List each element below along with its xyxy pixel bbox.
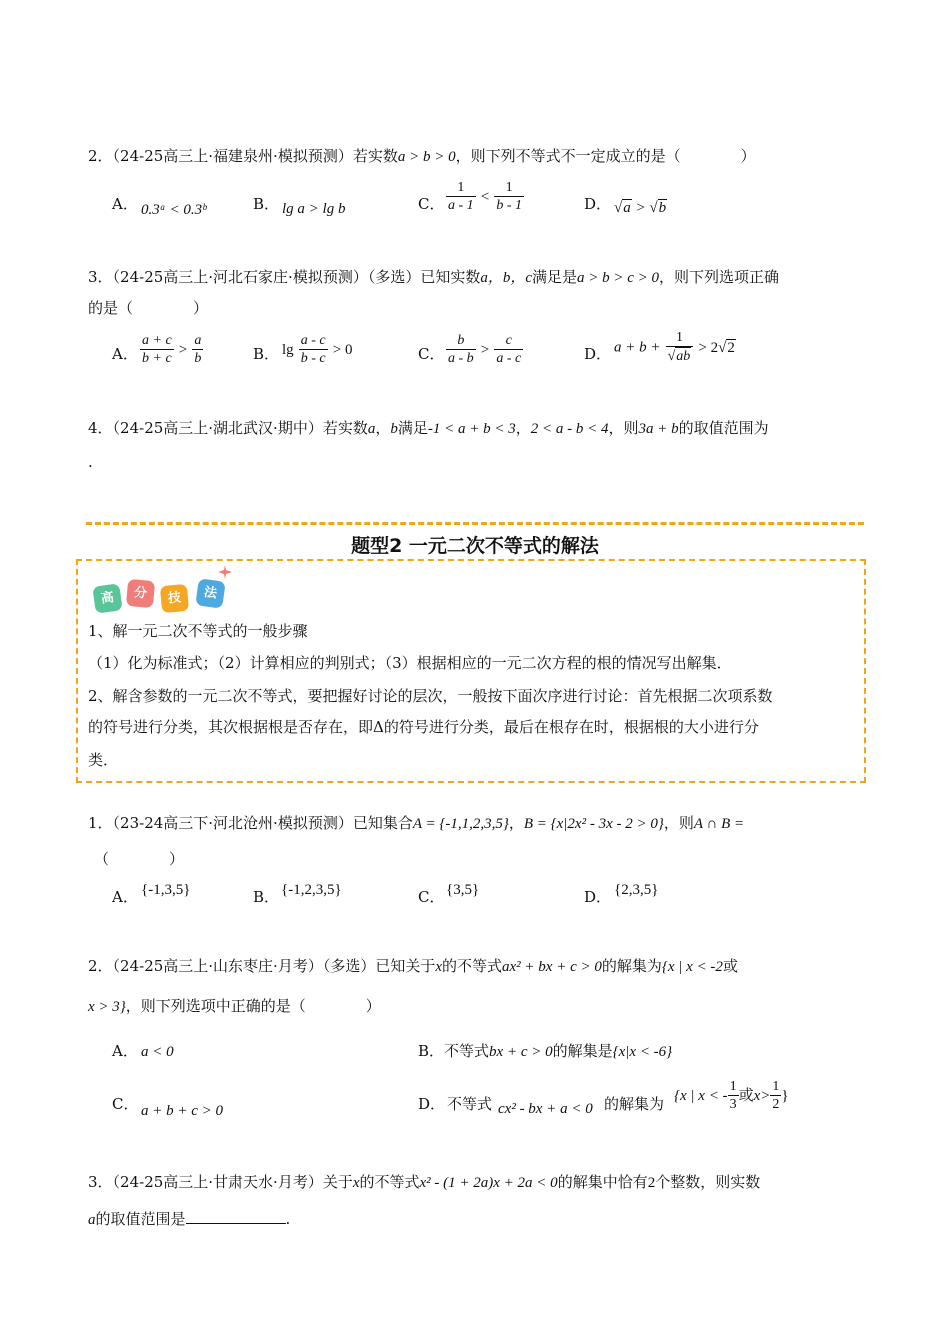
q3-option-c-label[interactable]: C． [418, 345, 445, 363]
q3-option-d-label[interactable]: D． [584, 345, 612, 363]
q2-option-b[interactable]: lg a > lg b [282, 201, 346, 217]
sparkle-icon [218, 564, 230, 576]
q2-option-d-label[interactable]: D． [584, 195, 612, 213]
p2q1-option-c[interactable]: {3,5} [446, 882, 480, 898]
section-top-divider [86, 522, 864, 525]
question-2-stem: 2．（24-25高三上·福建泉州·模拟预测）若实数a > b > 0，则下列不等式不一定成立的是（ ） [88, 147, 756, 165]
p2q2-option-a-label[interactable]: A． [112, 1042, 138, 1060]
p2q1-option-d-label[interactable]: D． [584, 888, 612, 906]
p2q2-option-d-label[interactable]: D． [418, 1095, 446, 1113]
q2-option-d[interactable]: √a > √b [614, 200, 667, 216]
question-3-stem: 3．（24-25高三上·河北石家庄·模拟预测）（多选）已知实数a，b，c满足是a > b > c > 0，则下列选项正确 [88, 268, 780, 286]
answer-blank[interactable] [186, 1209, 286, 1224]
p2q2-option-d-ineq: cx² - bx + a < 0 [498, 1101, 593, 1117]
p2-question-3-stem-line2: a的取值范围是 . [88, 1210, 291, 1228]
p2-question-1-stem: 1．（23-24高三下·河北沧州·模拟预测）已知集合A = {-1,1,2,3,5}，B = {x|2x² - 3x - 2 > 0}，则A ∩ B = [88, 814, 745, 832]
p2q2-option-d-mid: 的解集为 [604, 1095, 665, 1113]
q3-option-a[interactable]: $\frac{a + c}{b + c}$ > $\frac{a}{b}$ [142, 333, 202, 366]
p2q1-option-c-label[interactable]: C． [418, 888, 445, 906]
q3-option-b[interactable]: lg $\frac{a - c}{b - c}$ > 0 [282, 333, 353, 366]
q3-option-b-label[interactable]: B． [253, 345, 280, 363]
p2-question-2-stem-line2: x > 3}，则下列选项中正确的是（ ） [88, 997, 381, 1015]
p2q2-option-a[interactable]: a < 0 [141, 1044, 174, 1060]
question-4-end: . [88, 453, 93, 471]
p2q2-option-d-pre: 不等式 [447, 1095, 493, 1113]
p2q2-option-d-set[interactable]: {x | x < - $\frac{1}{3}$ 或x> $\frac{1}{2}$ } [674, 1079, 789, 1112]
badge-fen-icon: 分 [126, 579, 155, 608]
q3-option-d[interactable]: a + b + $\frac{1}{√ab}$ > 2√2 [614, 330, 735, 364]
badge-fa-icon: 法 [195, 578, 225, 608]
tip-line-2: （1）化为标准式；（2）计算相应的判别式；（3）根据相应的一元二次方程的根的情况写出解集． [88, 654, 732, 672]
p2q1-option-a[interactable]: {-1,3,5} [141, 882, 191, 898]
p2q1-option-b-label[interactable]: B． [253, 888, 280, 906]
question-3-stem-line2: 的是（ ） [88, 299, 209, 317]
tip-line-5: 类． [88, 751, 119, 769]
p2-question-2-stem: 2．（24-25高三上·山东枣庄·月考）（多选）已知关于x的不等式ax² + bx + c > 0的解集为{x | x < -2或 [88, 957, 738, 975]
badge-gao-icon: 高 [92, 583, 122, 613]
p2q1-option-b[interactable]: {-1,2,3,5} [281, 882, 342, 898]
q2-option-a[interactable]: 0.3ᵃ < 0.3ᵇ [141, 202, 207, 218]
q3-option-a-label[interactable]: A． [112, 345, 138, 363]
q2-option-b-label[interactable]: B． [253, 195, 280, 213]
tip-line-3: 2、解含参数的一元二次不等式，要把握好讨论的层次，一般按下面次序进行讨论：首先根据二次项系数 [88, 687, 773, 705]
tip-line-1: 1、解一元二次不等式的一般步骤 [88, 622, 308, 640]
p2-question-3-stem: 3．（24-25高三上·甘肃天水·月考）关于x的不等式x² - (1 + 2a)x + 2a < 0的解集中恰有2个整数，则实数 [88, 1173, 761, 1191]
p2q2-option-c-label[interactable]: C． [112, 1095, 139, 1113]
tip-line-4: 的符号进行分类，其次根据根是否存在，即Δ的符号进行分类，最后在根存在时，根据根的大小进行分 [88, 718, 759, 736]
q2-option-a-label[interactable]: A． [112, 195, 138, 213]
p2q1-option-d[interactable]: {2,3,5} [614, 882, 659, 898]
p2-question-1-paren: （ ） [94, 850, 185, 868]
p2q2-option-c[interactable]: a + b + c > 0 [141, 1103, 224, 1119]
p2q1-option-a-label[interactable]: A． [112, 888, 138, 906]
q3-option-c[interactable]: $\frac{b}{a - b}$ > $\frac{c}{a - c}$ [448, 333, 522, 366]
section-title: 题型2 一元二次不等式的解法 [351, 535, 599, 557]
q2-option-c[interactable]: $\frac{1}{a - 1}$ < $\frac{1}{b - 1}$ [448, 180, 522, 213]
question-4-stem: 4．（24-25高三上·湖北武汉·期中）若实数a，b满足-1 < a + b < 3，2 < a - b < 4，则3a + b的取值范围为 [88, 419, 769, 437]
q2-option-c-label[interactable]: C． [418, 195, 445, 213]
p2q2-option-b[interactable]: B．不等式bx + c > 0的解集是{x|x < -6} [418, 1042, 673, 1060]
badge-ji-icon: 技 [160, 584, 189, 613]
